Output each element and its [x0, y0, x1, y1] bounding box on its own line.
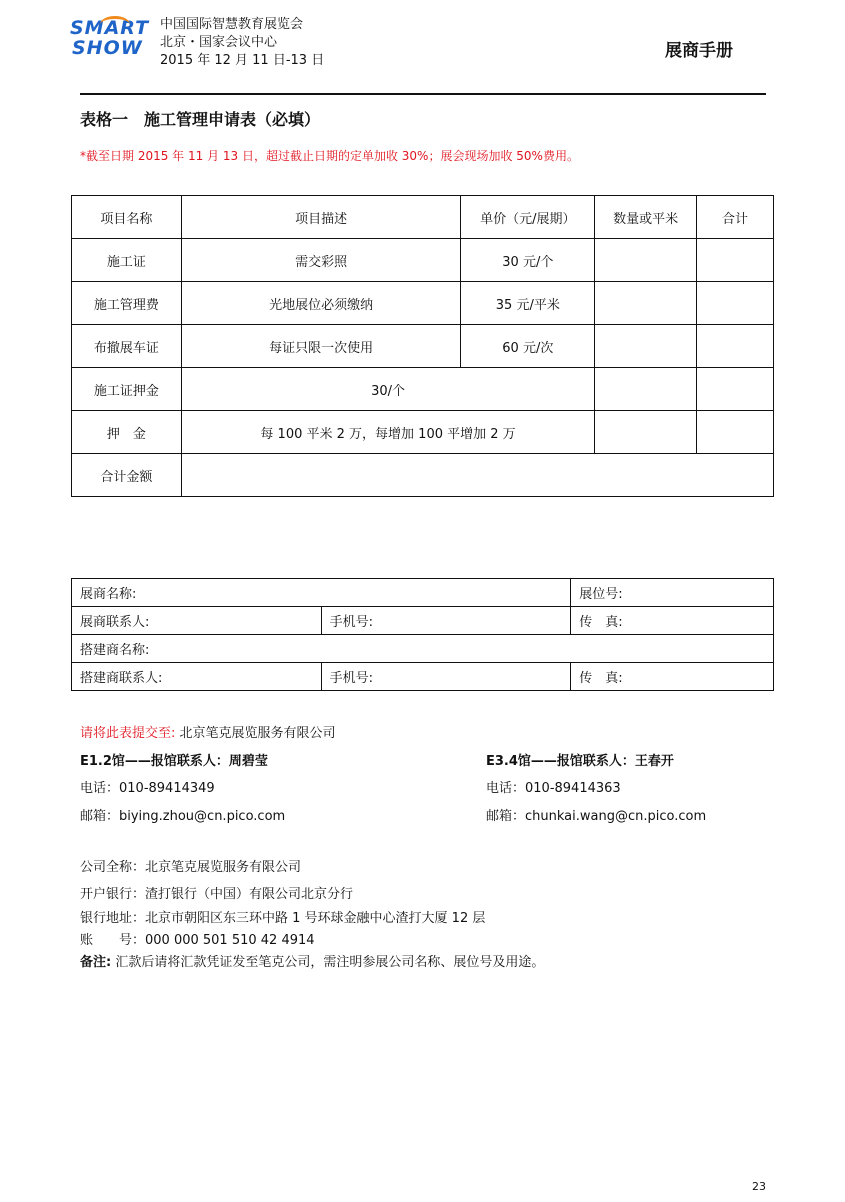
header-line-1: 中国国际智慧教育展览会	[160, 17, 304, 32]
account-number: 账 号：000 000 501 510 42 4914	[80, 933, 315, 948]
header-cell: 合计	[697, 196, 774, 239]
smart-show-logo	[70, 18, 148, 76]
header-line-3: 2015 年 12 月 11 日-13 日	[160, 53, 325, 68]
item-price: 60 元/次	[461, 325, 595, 368]
bank-address: 银行地址：北京市朝阳区东三环中路 1 号环球金融中心渣打大厦 12 层	[80, 911, 486, 926]
contact-phone: 电话：010-89414363	[486, 781, 621, 796]
submit-company: 北京笔克展览服务有限公司	[179, 726, 336, 741]
logo-line-2: SHOW	[72, 37, 143, 59]
exhibitor-contact-field[interactable]: 展商联系人:	[72, 607, 322, 635]
logo-line-1: SMART	[70, 17, 150, 39]
page-number: 23	[752, 1180, 766, 1193]
total-cell[interactable]	[697, 239, 774, 282]
header-line-2: 北京・国家会议中心	[160, 35, 278, 50]
builder-contact-field[interactable]: 搭建商联系人:	[72, 663, 322, 691]
contact-title: E3.4馆——报馆联系人：王春开	[486, 754, 674, 769]
logo-swoosh-icon	[100, 16, 130, 33]
item-name: 施工证押金	[72, 368, 182, 411]
item-price: 35 元/平米	[461, 282, 595, 325]
builder-name-field[interactable]: 搭建商名称:	[72, 635, 774, 663]
quantity-cell[interactable]	[595, 411, 697, 454]
item-name: 押 金	[72, 411, 182, 454]
table-row	[72, 325, 774, 368]
company-full-name: 公司全称：北京笔克展览服务有限公司	[80, 860, 302, 875]
item-desc: 光地展位必须缴纳	[181, 282, 461, 325]
manual-title: 展商手册	[665, 41, 733, 61]
submit-label: 请将此表提交至:	[80, 726, 176, 741]
item-desc: 每证只限一次使用	[181, 325, 461, 368]
grand-total-cell[interactable]	[181, 454, 773, 497]
exhibitor-name-field[interactable]: 展商名称:	[72, 579, 571, 607]
exhibitor-info-table	[71, 578, 774, 691]
deadline-notice: *截至日期 2015 年 11 月 13 日，超过截止日期的定单加收 30%；展会现场加收 50%费用。	[80, 149, 579, 163]
mobile-field[interactable]: 手机号:	[321, 607, 571, 635]
table-row	[72, 239, 774, 282]
contact-title: E1.2馆——报馆联系人：周碧莹	[80, 754, 268, 769]
builder-mobile-field[interactable]: 手机号:	[321, 663, 571, 691]
total-cell[interactable]	[697, 411, 774, 454]
table-row	[72, 454, 774, 497]
remark-text: 汇款后请将汇款凭证发至笔克公司，需注明参展公司名称、展位号及用途。	[115, 955, 545, 970]
fax-field[interactable]: 传 真:	[571, 607, 774, 635]
contact-phone: 电话：010-89414349	[80, 781, 215, 796]
header-divider	[80, 93, 766, 95]
item-name: 布撤展车证	[72, 325, 182, 368]
header-info	[160, 16, 324, 70]
total-cell[interactable]	[697, 325, 774, 368]
contact-email: 邮箱：chunkai.wang@cn.pico.com	[486, 809, 707, 824]
remark	[80, 951, 544, 970]
quantity-cell[interactable]	[595, 282, 697, 325]
item-name: 施工证	[72, 239, 182, 282]
booth-number-field[interactable]: 展位号:	[571, 579, 774, 607]
table-row	[72, 368, 774, 411]
item-name: 合计金额	[72, 454, 182, 497]
contact-email: 邮箱：biying.zhou@cn.pico.com	[80, 809, 286, 824]
item-name: 施工管理费	[72, 282, 182, 325]
item-price: 30 元/个	[461, 239, 595, 282]
submit-to	[80, 722, 336, 741]
header-cell: 项目描述	[181, 196, 461, 239]
item-desc: 需交彩照	[181, 239, 461, 282]
table-row	[72, 411, 774, 454]
header-cell: 数量或平米	[595, 196, 697, 239]
bank-name: 开户银行：渣打银行（中国）有限公司北京分行	[80, 887, 354, 902]
total-cell[interactable]	[697, 368, 774, 411]
total-cell[interactable]	[697, 282, 774, 325]
table-header-row	[72, 196, 774, 239]
item-desc: 30/个	[181, 368, 594, 411]
quantity-cell[interactable]	[595, 368, 697, 411]
quantity-cell[interactable]	[595, 325, 697, 368]
item-desc: 每 100 平米 2 万，每增加 100 平增加 2 万	[181, 411, 594, 454]
remark-label: 备注:	[80, 955, 112, 970]
table-row	[72, 282, 774, 325]
header-cell: 单价（元/展期）	[461, 196, 595, 239]
builder-fax-field[interactable]: 传 真:	[571, 663, 774, 691]
header-cell: 项目名称	[72, 196, 182, 239]
quantity-cell[interactable]	[595, 239, 697, 282]
fee-table	[71, 195, 774, 497]
form-title: 表格一 施工管理申请表（必填）	[80, 110, 321, 129]
